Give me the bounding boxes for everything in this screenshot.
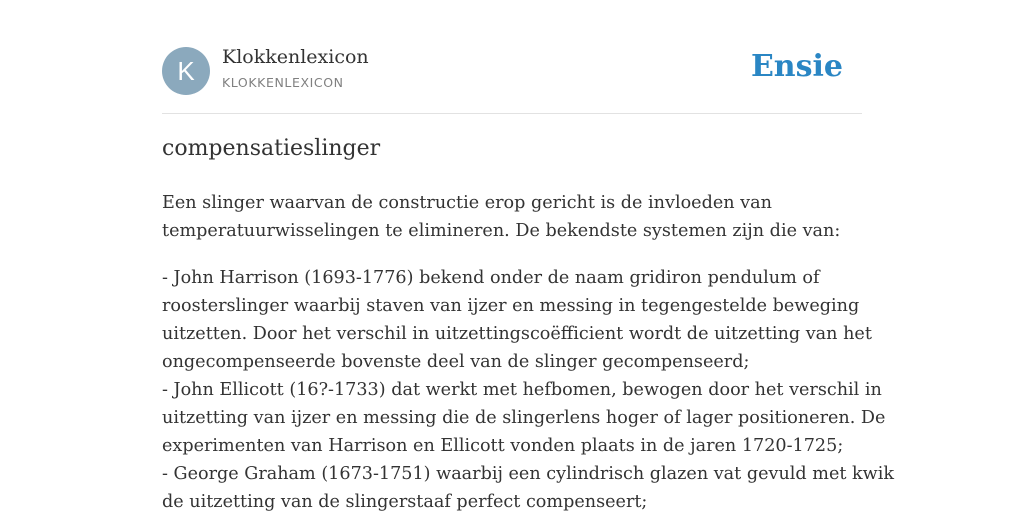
text-line: ongecompenseerde bovenste deel van de slinger gecompenseerd; <box>162 352 750 372</box>
content-container <box>162 0 895 512</box>
paragraph-intro <box>162 189 862 245</box>
page-title: compensatieslinger <box>162 136 381 161</box>
text-line: uitzetten. Door het verschil in uitzettingscoëfficient wordt de uitzetting van het <box>162 324 872 344</box>
text-line: Een slinger waarvan de constructie erop gericht is de invloeden van <box>162 193 772 213</box>
text-line: temperatuurwisselingen te elimineren. De bekendste systemen zijn die van: <box>162 221 841 241</box>
header <box>162 0 862 114</box>
paragraph-systems <box>162 264 895 512</box>
text-line: - John Harrison (1693-1776) bekend onder de naam gridiron pendulum of <box>162 268 820 288</box>
source-subtitle: KLOKKENLEXICON <box>222 75 344 90</box>
avatar[interactable]: K <box>162 47 210 95</box>
source-name-link[interactable]: Klokkenlexicon <box>222 46 369 68</box>
text-line: - George Graham (1673-1751) waarbij een cylindrisch glazen vat gevuld met kwik <box>162 464 895 484</box>
text-line: uitzetting van ijzer en messing die de slingerlens hoger of lager positioneren. De <box>162 408 886 428</box>
article-body <box>162 189 895 512</box>
text-line: roosterslinger waarbij staven van ijzer en messing in tegengestelde beweging <box>162 296 860 316</box>
text-line: - John Ellicott (16?-1733) dat werkt met hefbomen, bewogen door het verschil in <box>162 380 882 400</box>
ensie-logo[interactable]: Ensie <box>750 49 843 84</box>
text-line: experimenten van Harrison en Ellicott vonden plaats in de jaren 1720-1725; <box>162 436 844 456</box>
text-line: de uitzetting van de slingerstaaf perfect compenseert; <box>162 492 648 512</box>
